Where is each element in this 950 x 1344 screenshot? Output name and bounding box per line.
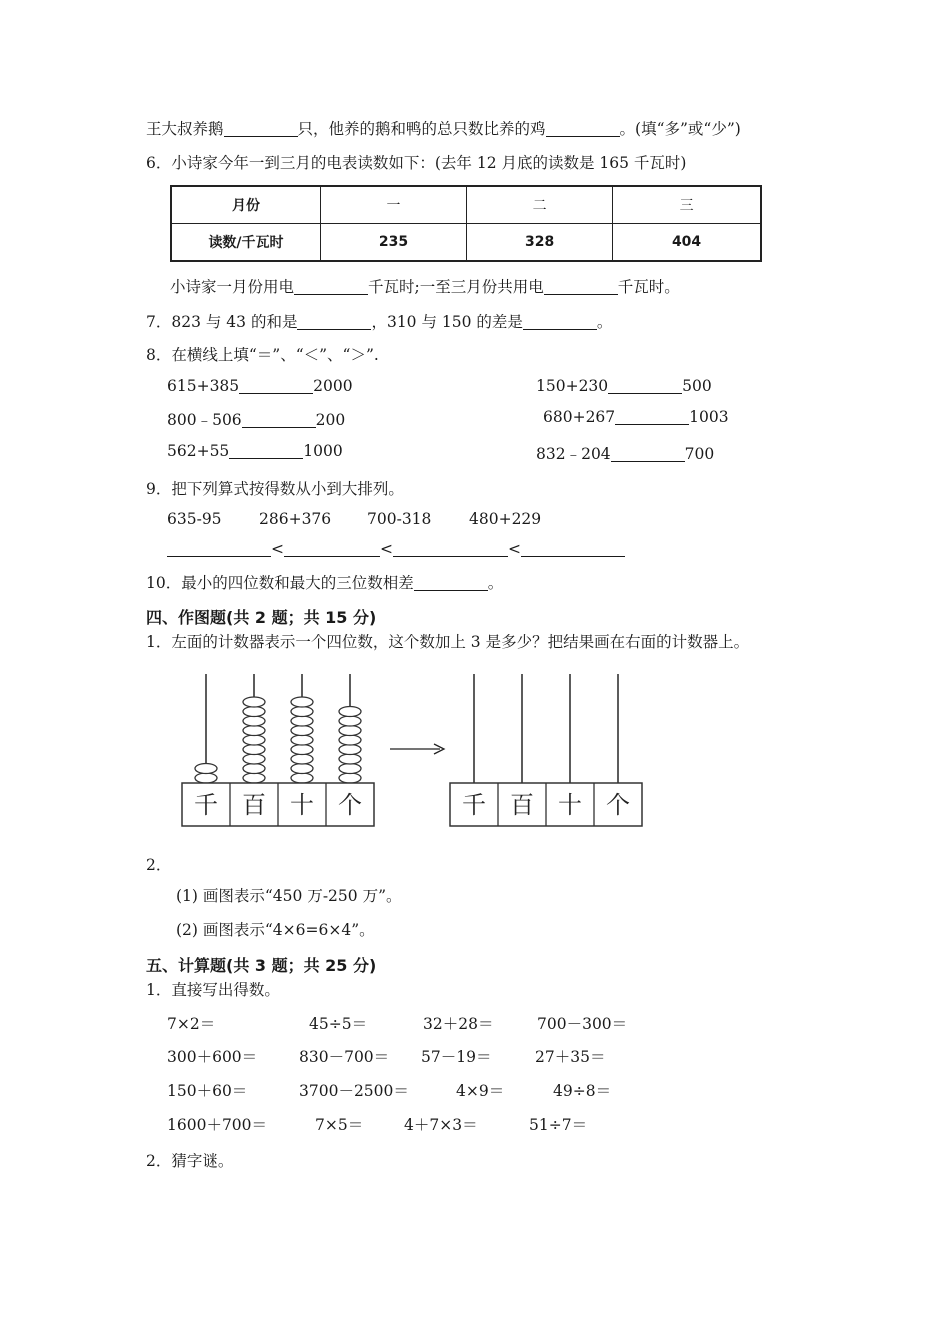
abacus-place-label: 十 — [290, 791, 314, 819]
compare-item: 150+230 500 — [536, 377, 712, 395]
calc-item: 300＋600＝ — [167, 1048, 258, 1066]
abacus-place-label: 千 — [194, 791, 218, 819]
answer-blank[interactable] — [297, 314, 371, 331]
calc-item: 27＋35＝ — [535, 1048, 606, 1066]
abacus-bead — [243, 716, 265, 726]
answer-blank[interactable] — [544, 279, 618, 296]
calc-item: 150＋60＝ — [167, 1082, 248, 1100]
calc-item: 7×2＝ — [167, 1015, 216, 1033]
calc-item: 700－300＝ — [537, 1015, 628, 1033]
answer-blank[interactable] — [393, 541, 508, 558]
answer-blank[interactable] — [229, 443, 303, 460]
abacus-bead — [339, 735, 361, 745]
q9-order-line: < < < — [167, 540, 625, 558]
abacus-bead — [291, 773, 313, 783]
calc-item: 51÷7＝ — [529, 1116, 588, 1134]
answer-blank[interactable] — [521, 541, 625, 558]
abacus-bead — [243, 773, 265, 783]
answer-blank[interactable] — [284, 541, 380, 558]
q10-line: 10．最小的四位数和最大的三位数相差 。 — [146, 574, 504, 592]
q9-expr: 635-95 — [167, 510, 222, 528]
q9-expr: 286+376 — [259, 510, 332, 528]
q9-expr: 700-318 — [367, 510, 432, 528]
abacus-right[interactable] — [448, 670, 648, 830]
abacus-bead — [243, 697, 265, 707]
abacus-bead — [339, 754, 361, 764]
section-5-heading: 五、计算题(共 3 题；共 25 分) — [146, 956, 377, 975]
calc-item: 4＋7×3＝ — [404, 1116, 478, 1134]
abacus-bead — [339, 726, 361, 736]
abacus-place-label: 个 — [606, 791, 630, 819]
arrow-icon — [388, 742, 448, 756]
abacus-bead — [195, 764, 217, 774]
abacus-bead — [291, 745, 313, 755]
answer-blank[interactable] — [611, 446, 685, 463]
sec5-q1: 1．直接写出得数。 — [146, 981, 280, 999]
abacus-bead — [339, 745, 361, 755]
sec4-q1: 1．左面的计数器表示一个四位数，这个数加上 3 是多少？把结果画在右面的计数器上。 — [146, 633, 750, 651]
abacus-bead — [291, 726, 313, 736]
electricity-table — [170, 185, 762, 262]
table-cell: 328 — [467, 224, 613, 262]
answer-blank[interactable] — [224, 121, 298, 138]
abacus-bead — [243, 726, 265, 736]
answer-blank[interactable] — [615, 409, 689, 426]
answer-blank[interactable] — [239, 378, 313, 395]
calc-item: 45÷5＝ — [309, 1015, 368, 1033]
calc-item: 4×9＝ — [456, 1082, 505, 1100]
abacus-place-label: 十 — [558, 791, 582, 819]
compare-item: 800﹣506 200 — [167, 411, 346, 429]
calc-item: 3700－2500＝ — [299, 1082, 409, 1100]
q7-line: 7．823 与 43 的和是 ，310 与 150 的差是 。 — [146, 313, 613, 331]
sec4-q2-part1: (1) 画图表示“450 万-250 万”。 — [176, 887, 402, 905]
calc-item: 830－700＝ — [299, 1048, 390, 1066]
compare-item: 562+55 1000 — [167, 442, 343, 460]
answer-blank[interactable] — [608, 378, 682, 395]
calc-item: 7×5＝ — [315, 1116, 364, 1134]
compare-item: 615+385 2000 — [167, 377, 353, 395]
abacus-bead — [243, 735, 265, 745]
abacus-bead — [243, 707, 265, 717]
abacus-bead — [195, 773, 217, 783]
abacus-bead — [291, 735, 313, 745]
abacus-bead — [243, 754, 265, 764]
abacus-bead — [291, 764, 313, 774]
abacus-bead — [339, 707, 361, 717]
compare-item: 832﹣204 700 — [536, 445, 715, 463]
table-header-reading: 读数/千瓦时 — [171, 224, 321, 262]
abacus-bead — [291, 697, 313, 707]
answer-blank[interactable] — [242, 412, 316, 429]
compare-item: 680+267 1003 — [543, 408, 729, 426]
abacus-place-label: 百 — [510, 791, 534, 819]
q6-fill-line: 小诗家一月份用电 千瓦时;一至三月份共用电 千瓦时。 — [170, 278, 680, 296]
abacus-left — [180, 670, 380, 830]
sec4-q2-part2: (2) 画图表示“4×6=6×4”。 — [176, 921, 375, 939]
answer-blank[interactable] — [294, 279, 368, 296]
abacus-place-label: 千 — [462, 791, 486, 819]
calc-item: 32＋28＝ — [423, 1015, 494, 1033]
q8-stem: 8．在横线上填“＝”、“＜”、“＞”. — [146, 346, 379, 364]
abacus-place-label: 百 — [242, 791, 266, 819]
abacus-bead — [339, 716, 361, 726]
table-header-month: 月份 — [171, 186, 321, 224]
table-cell: 三 — [613, 186, 761, 224]
calc-item: 57－19＝ — [421, 1048, 492, 1066]
abacus-bead — [291, 716, 313, 726]
sec4-q2-number: 2． — [146, 856, 172, 874]
abacus-bead — [339, 764, 361, 774]
sec5-q2: 2．猜字谜。 — [146, 1152, 234, 1170]
q9-expr: 480+229 — [469, 510, 542, 528]
q5-tail-line: 王大叔养鹅 只，他养的鹅和鸭的总只数比养的鸡 。(填“多”或“少”) — [146, 120, 741, 138]
abacus-bead — [339, 773, 361, 783]
q9-stem: 9．把下列算式按得数从小到大排列。 — [146, 480, 404, 498]
abacus-bead — [291, 707, 313, 717]
abacus-bead — [291, 754, 313, 764]
answer-blank[interactable] — [523, 314, 597, 331]
abacus-bead — [243, 764, 265, 774]
answer-blank[interactable] — [167, 541, 271, 558]
answer-blank[interactable] — [414, 575, 488, 592]
calc-item: 1600＋700＝ — [167, 1116, 268, 1134]
table-cell: 二 — [467, 186, 613, 224]
q6-stem: 6．小诗家今年一到三月的电表读数如下：(去年 12 月底的读数是 165 千瓦时) — [146, 154, 687, 172]
abacus-bead — [243, 745, 265, 755]
answer-blank[interactable] — [546, 121, 620, 138]
abacus-place-label: 个 — [338, 791, 362, 819]
calc-item: 49÷8＝ — [553, 1082, 612, 1100]
section-4-heading: 四、作图题(共 2 题；共 15 分) — [146, 608, 377, 627]
table-cell: 404 — [613, 224, 761, 262]
table-cell: 一 — [321, 186, 467, 224]
table-cell: 235 — [321, 224, 467, 262]
